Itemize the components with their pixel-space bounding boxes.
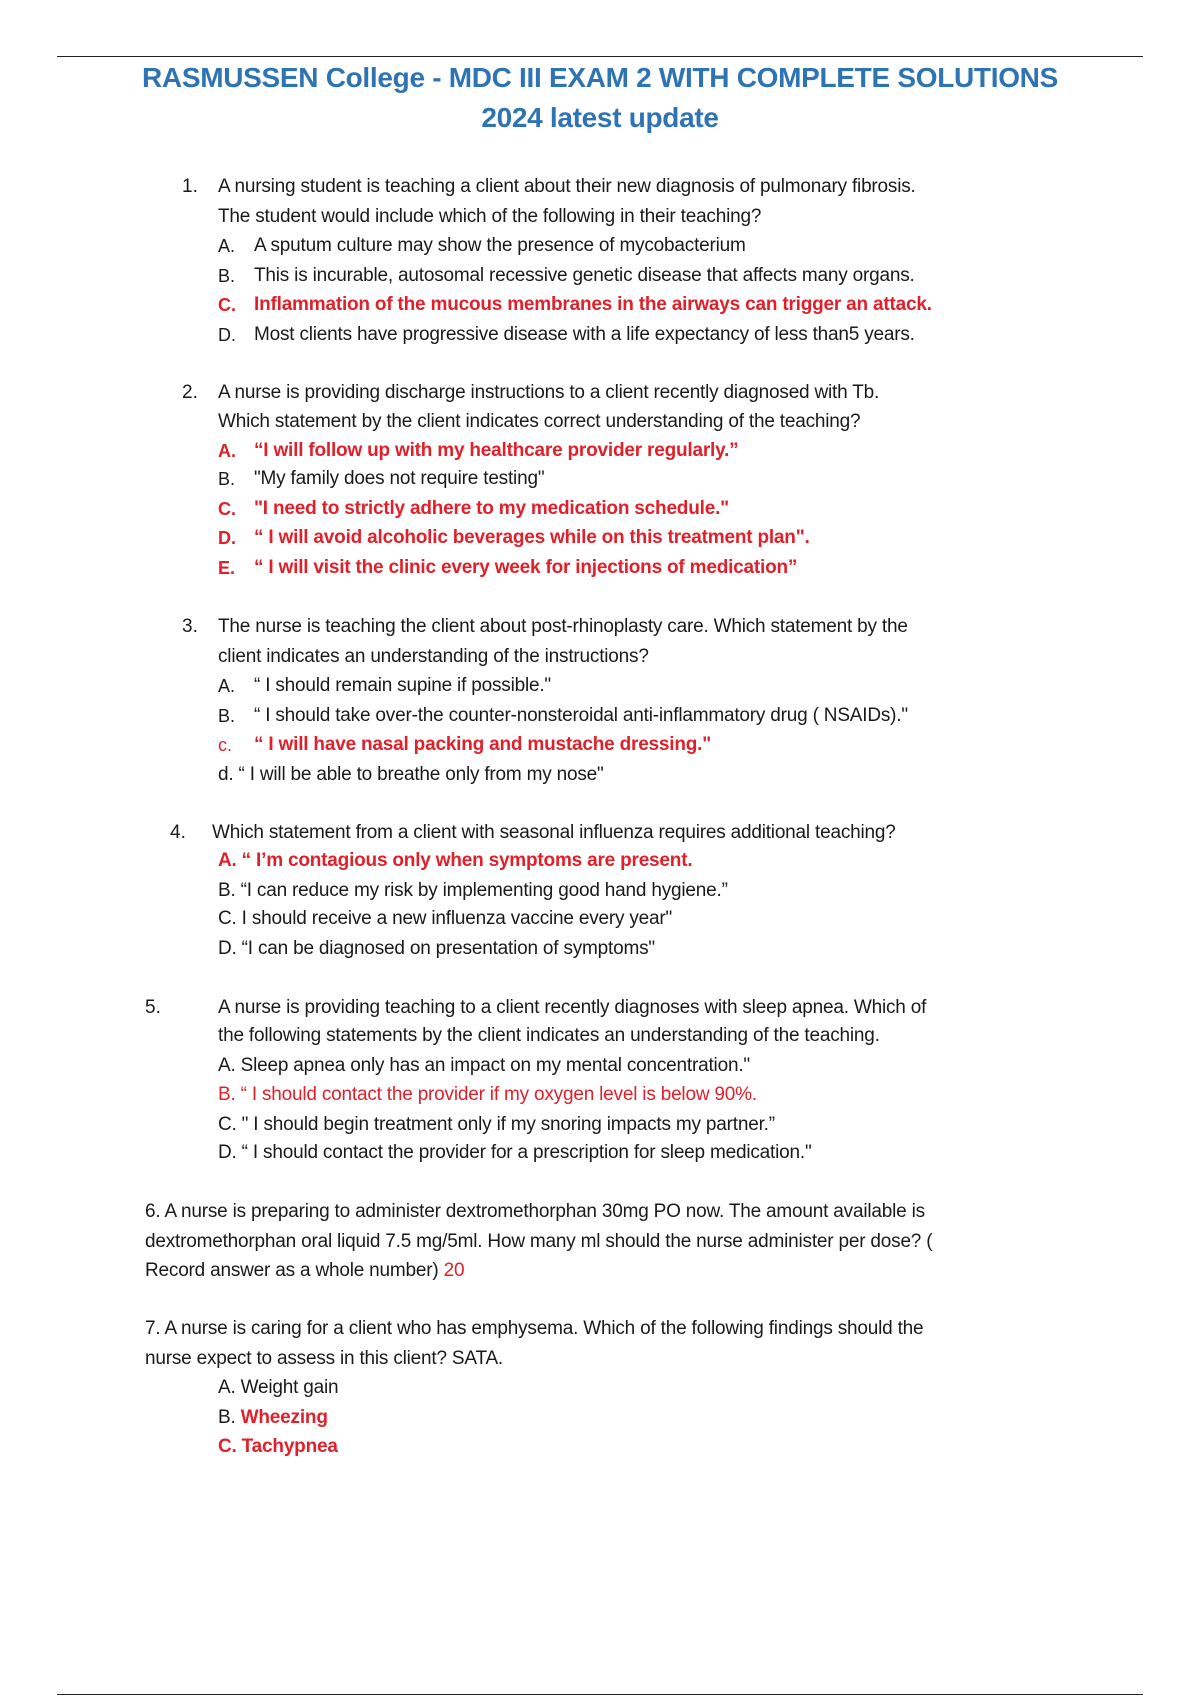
page-subtitle: 2024 latest update bbox=[481, 102, 719, 133]
option-a: “ I should remain supine if possible." bbox=[254, 675, 551, 696]
option-a: A. Sleep apnea only has an impact on my mental concentration." bbox=[218, 1055, 750, 1076]
question-stem-text: Record answer as a whole number) bbox=[145, 1260, 439, 1281]
option-d: d. “ I will be able to breathe only from my nose" bbox=[218, 764, 604, 785]
question-stem: 7. A nurse is caring for a client who has emphysema. Which of the following findings should the bbox=[145, 1318, 924, 1339]
bottom-rule bbox=[57, 1694, 1143, 1695]
question-number: 3. bbox=[182, 616, 198, 637]
question-stem: dextromethorphan oral liquid 7.5 mg/5ml. How many ml should the nurse administer per dose? ( bbox=[145, 1231, 933, 1252]
option-a-answer: “I will follow up with my healthcare provider regularly.” bbox=[254, 440, 739, 461]
question-stem: A nursing student is teaching a client about their new diagnosis of pulmonary fibrosis. bbox=[218, 176, 916, 197]
option-b bbox=[218, 1406, 328, 1430]
question-stem: nurse expect to assess in this client? SATA. bbox=[145, 1348, 503, 1369]
option-b: “ I should take over-the counter-nonsteroidal anti-inflammatory drug ( NSAIDs)." bbox=[254, 705, 908, 726]
option-b: B. “I can reduce my risk by implementing good hand hygiene.” bbox=[218, 880, 728, 901]
question-number: 4. bbox=[170, 822, 186, 843]
option-letter: D. bbox=[218, 528, 236, 548]
page-title: RASMUSSEN College - MDC III EXAM 2 WITH COMPLETE SOLUTIONS bbox=[142, 62, 1058, 93]
option-letter: C. bbox=[218, 295, 236, 315]
option-letter: B. bbox=[218, 1407, 236, 1428]
option-b: "My family does not require testing" bbox=[254, 468, 545, 489]
question-stem: client indicates an understanding of the instructions? bbox=[218, 646, 649, 667]
question-stem: the following statements by the client indicates an understanding of the teaching. bbox=[218, 1025, 880, 1046]
option-letter: E. bbox=[218, 558, 236, 578]
option-letter: A. bbox=[218, 676, 236, 696]
option-a: A. Weight gain bbox=[218, 1377, 339, 1398]
top-rule bbox=[57, 56, 1143, 57]
option-c: C. I should receive a new influenza vaccine every year" bbox=[218, 908, 673, 929]
question-stem: A nurse is providing discharge instructions to a client recently diagnosed with Tb. bbox=[218, 382, 880, 403]
question-number: 5. bbox=[145, 997, 161, 1018]
question-stem: Which statement by the client indicates correct understanding of the teaching? bbox=[218, 411, 861, 432]
question-stem: 6. A nurse is preparing to administer dextromethorphan 30mg PO now. The amount available is bbox=[145, 1201, 925, 1222]
option-c-answer: C. Tachypnea bbox=[218, 1436, 338, 1457]
option-c-answer: "I need to strictly adhere to my medication schedule." bbox=[254, 498, 729, 519]
question-stem: The student would include which of the following in their teaching? bbox=[218, 206, 762, 227]
option-letter: A. bbox=[218, 441, 236, 461]
option-c-answer: “ I will have nasal packing and mustache dressing." bbox=[254, 734, 712, 755]
option-d: D. “ I should contact the provider for a prescription for sleep medication." bbox=[218, 1142, 812, 1163]
question-stem-last bbox=[145, 1259, 464, 1283]
option-letter: A. bbox=[218, 236, 236, 256]
option-letter: c. bbox=[218, 735, 233, 755]
question-number: 2. bbox=[182, 382, 198, 403]
option-letter: B. bbox=[218, 469, 236, 489]
option-letter: B. bbox=[218, 706, 236, 726]
option-d: D. “I can be diagnosed on presentation of symptoms" bbox=[218, 938, 655, 959]
option-b: This is incurable, autosomal recessive genetic disease that affects many organs. bbox=[254, 265, 915, 286]
option-a-answer: A. “ I’m contagious only when symptoms are present. bbox=[218, 850, 693, 871]
option-e-answer: “ I will visit the clinic every week for injections of medication” bbox=[254, 557, 798, 578]
option-b-answer: B. “ I should contact the provider if my oxygen level is below 90%. bbox=[218, 1084, 757, 1105]
question-number: 1. bbox=[182, 176, 198, 197]
option-d-answer: “ I will avoid alcoholic beverages while on this treatment plan". bbox=[254, 527, 810, 548]
question-stem: Which statement from a client with seasonal influenza requires additional teaching? bbox=[212, 822, 896, 843]
option-letter: B. bbox=[218, 266, 236, 286]
option-a: A sputum culture may show the presence of mycobacterium bbox=[254, 235, 746, 256]
question-stem: The nurse is teaching the client about post-rhinoplasty care. Which statement by the bbox=[218, 616, 908, 637]
answer-value: 20 bbox=[443, 1260, 465, 1281]
option-c: C. " I should begin treatment only if my snoring impacts my partner.” bbox=[218, 1114, 775, 1135]
question-stem: A nurse is providing teaching to a client recently diagnoses with sleep apnea. Which of bbox=[218, 997, 927, 1018]
option-d: Most clients have progressive disease with a life expectancy of less than5 years. bbox=[254, 324, 915, 345]
option-letter: C. bbox=[218, 499, 236, 519]
option-c-answer: Inflammation of the mucous membranes in the airways can trigger an attack. bbox=[254, 294, 932, 315]
option-b-answer: Wheezing bbox=[240, 1407, 328, 1428]
option-letter: D. bbox=[218, 325, 236, 345]
